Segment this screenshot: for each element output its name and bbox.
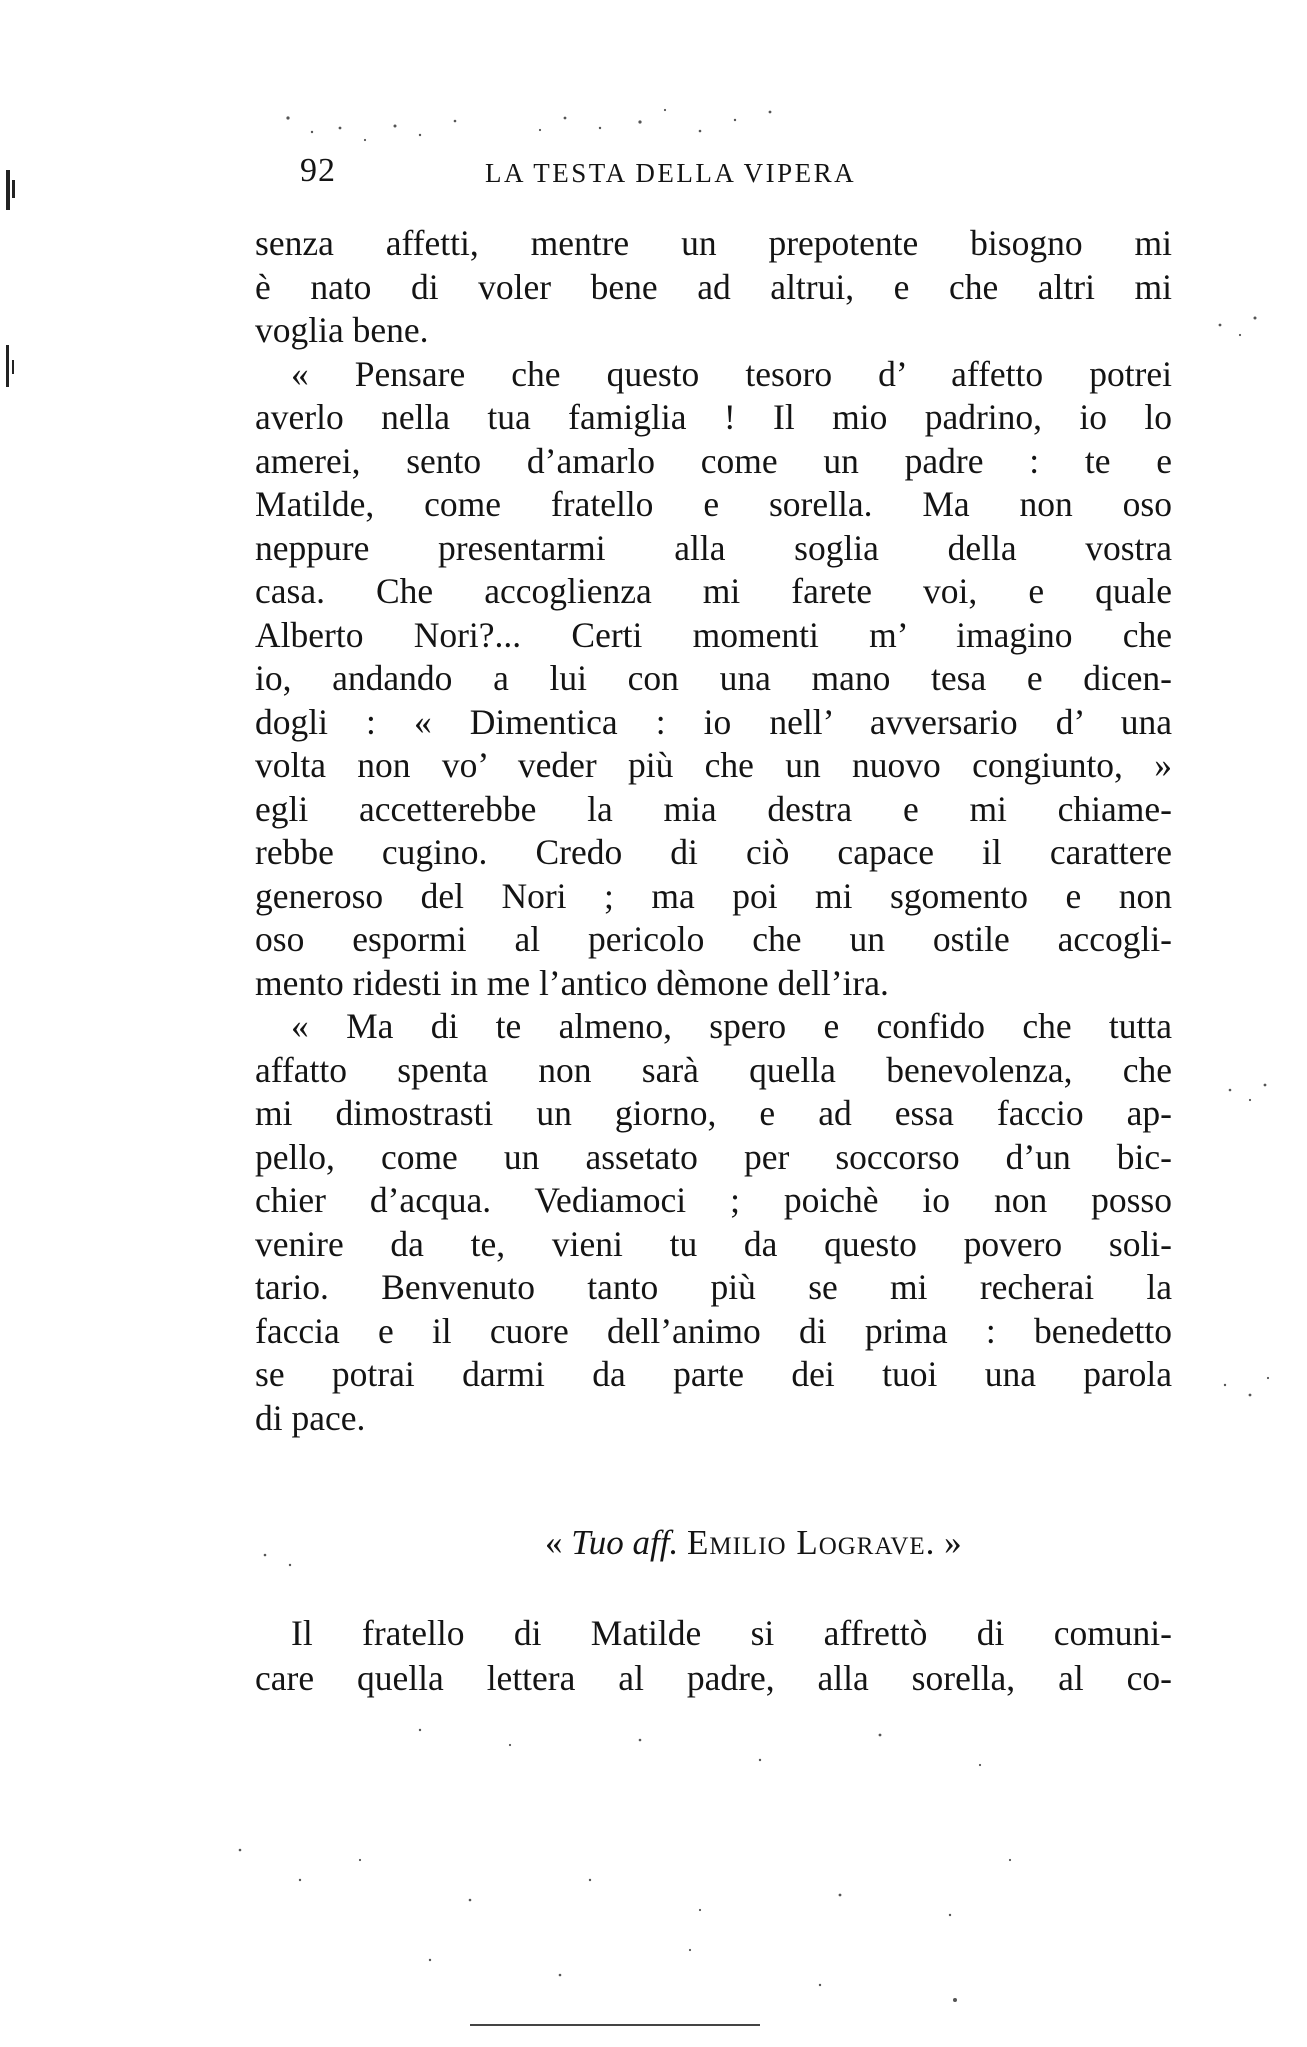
text-line: Matilde, come fratello e sorella. Ma non oso <box>255 484 1172 524</box>
text-line: neppure presentarmi alla soglia della vostra <box>255 527 1172 568</box>
running-title: LA TESTA DELLA VIPERA <box>485 158 857 188</box>
text-line: amerei, sento d’amarlo come un padre : te e <box>255 440 1172 481</box>
text-line: dogli : « Dimentica : io nell’ avversario d’ una <box>255 701 1172 742</box>
text-line: affatto spenta non sarà quella benevolenza, che <box>255 1049 1172 1090</box>
signature-closing: Tuo aff. <box>571 1523 679 1562</box>
text-line: averlo nella tua famiglia ! Il mio padrino, io lo <box>255 397 1172 437</box>
text-line: tario. Benvenuto tanto più se mi recherai la <box>255 1267 1172 1307</box>
signature-open-quote: « <box>545 1523 563 1562</box>
text-line: Il fratello di Matilde si affrettò di comuni- <box>291 1613 1172 1653</box>
text-line: egli accetterebbe la mia destra e mi chiame- <box>255 788 1172 829</box>
text-line: chier d’acqua. Vediamoci ; poichè io non posso <box>255 1180 1172 1220</box>
text-line: « Pensare che questo tesoro d’ affetto potrei <box>291 353 1172 394</box>
page-number: 92 <box>300 152 336 189</box>
text-line: « Ma di te almeno, spero e confido che tutta <box>291 1006 1172 1046</box>
signature-author: Emilio Lograve. <box>686 1523 936 1562</box>
text-line: Alberto Nori?... Certi momenti m’ imagino che <box>255 614 1172 655</box>
text-line: oso espormi al pericolo che un ostile accogli- <box>255 919 1172 959</box>
letter-body <box>255 222 1172 1440</box>
text-line: faccia e il cuore dell’animo di prima : benedetto <box>255 1310 1172 1351</box>
text-line: volta non vo’ veder più che un nuovo congiunto, » <box>255 745 1172 785</box>
signature-close-quote: » <box>944 1523 962 1562</box>
text-line: è nato di voler bene ad altrui, e che altri mi <box>255 266 1172 307</box>
text-line: venire da te, vieni tu da questo povero soli- <box>255 1223 1172 1264</box>
text-line: di pace. <box>255 1397 366 1438</box>
text-line: se potrai darmi da parte dei tuoi una parola <box>255 1354 1172 1394</box>
narrative-paragraph <box>255 1611 1172 1701</box>
text-line: voglia bene. <box>255 310 429 350</box>
text-line: generoso del Nori ; ma poi mi sgomento e non <box>255 875 1172 916</box>
text-line: senza affetti, mentre un prepotente bisogno mi <box>255 223 1172 263</box>
letter-signature <box>545 1523 962 1563</box>
text-line: mento ridesti in me l’antico dèmone dell’ira. <box>255 962 889 1003</box>
page-header <box>290 152 1170 196</box>
text-line: pello, come un assetato per soccorso d’un bic- <box>255 1136 1172 1177</box>
text-line: mi dimostrasti un giorno, e ad essa faccio ap- <box>255 1093 1172 1133</box>
text-line: rebbe cugino. Credo di ciò capace il carattere <box>255 832 1172 872</box>
text-line: io, andando a lui con una mano tesa e dicen- <box>255 658 1172 698</box>
text-line: care quella lettera al padre, alla sorella, al co- <box>255 1658 1172 1698</box>
text-line: casa. Che accoglienza mi farete voi, e quale <box>255 571 1172 611</box>
